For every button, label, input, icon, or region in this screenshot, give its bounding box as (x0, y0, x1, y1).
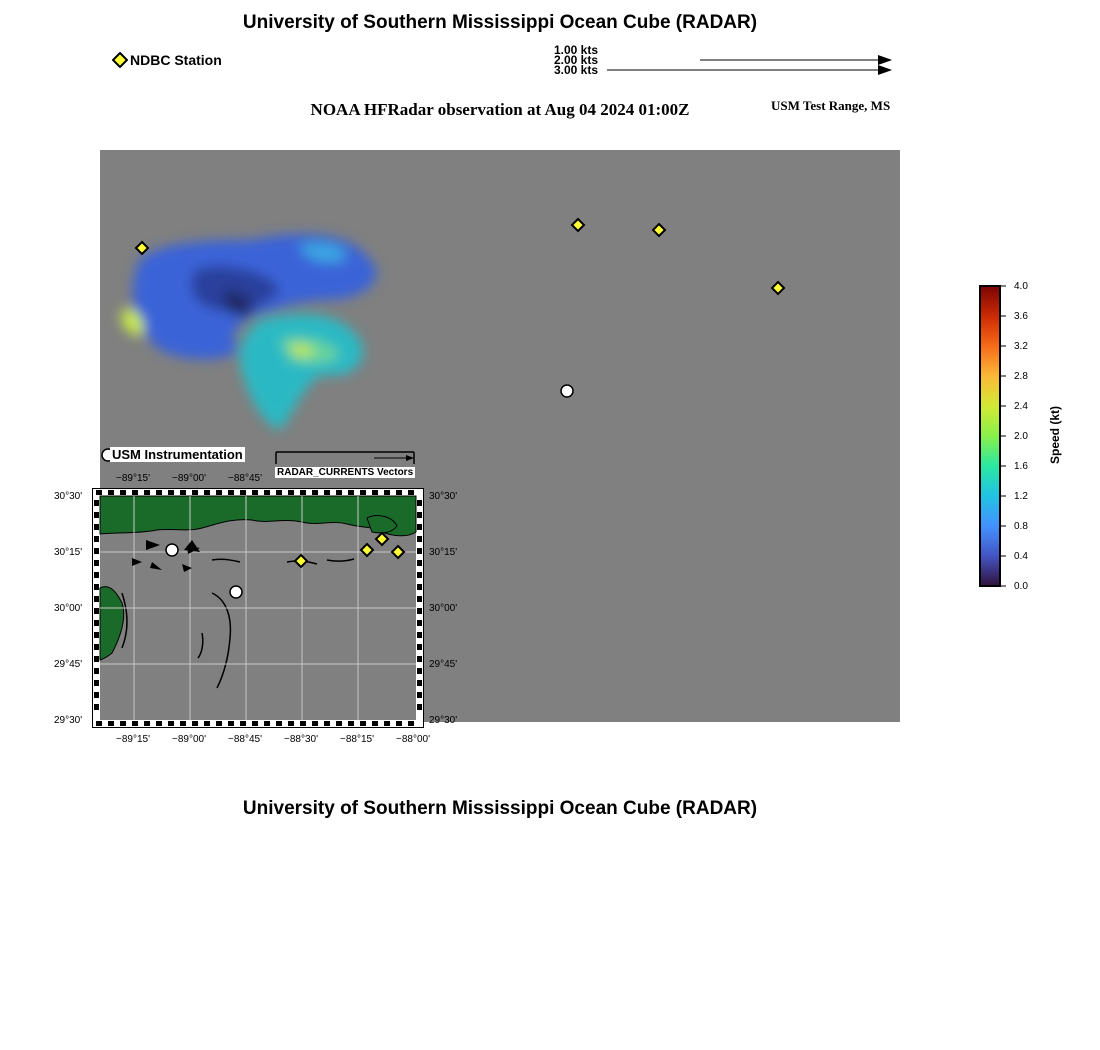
colorbar-tick: 1.6 (1014, 461, 1028, 472)
colorbar-tick: 4.0 (1014, 281, 1028, 292)
colorbar-tick: 2.8 (1014, 371, 1028, 382)
ndbc-legend-label: NDBC Station (130, 52, 222, 68)
ndbc-diamond-icon (112, 52, 128, 68)
colorbar-tick: 0.8 (1014, 521, 1028, 532)
instrument-marker (561, 385, 573, 397)
inset-lat-tick-right: 30°15' (429, 547, 458, 558)
inset-map[interactable] (92, 488, 424, 728)
speed-colorbar (970, 280, 1040, 595)
inset-lat-tick-left: 29°45' (54, 659, 83, 670)
inset-lat-tick-left: 30°15' (54, 547, 83, 558)
inset-lon-tick: −89°15' (116, 473, 150, 484)
inset-lat-tick-right: 29°30' (429, 715, 458, 726)
inset-instrument-marker (230, 586, 242, 598)
inset-lon-tick: −88°45' (228, 473, 262, 484)
page-title: University of Southern Mississippi Ocean Cube (RADAR) (242, 12, 758, 33)
footer-title: University of Southern Mississippi Ocean Cube (RADAR) (242, 798, 758, 819)
colorbar-tick: 0.0 (1014, 581, 1028, 592)
colorbar-tick: 2.4 (1014, 401, 1028, 412)
inset-lon-tick: −88°45' (228, 734, 262, 745)
colorbar-tick: 3.6 (1014, 311, 1028, 322)
vectors-label: RADAR_CURRENTS Vectors (277, 467, 414, 478)
colorbar-title: Speed (kt) (1048, 406, 1062, 465)
inset-lat-tick-right: 30°30' (429, 491, 458, 502)
inset-lat-tick-left: 30°00' (54, 603, 83, 614)
inset-lon-tick: −88°15' (340, 734, 374, 745)
inset-lat-tick-right: 29°45' (429, 659, 458, 670)
inset-lon-tick: −88°00' (396, 734, 430, 745)
colorbar-tick: 1.2 (1014, 491, 1028, 502)
observation-subtitle: NOAA HFRadar observation at Aug 04 2024 01:00Z (310, 100, 690, 119)
inset-lat-tick-left: 30°30' (54, 491, 83, 502)
colorbar-tick: 0.4 (1014, 551, 1028, 562)
inset-lon-tick: −89°00' (172, 473, 206, 484)
inset-lat-tick-right: 30°00' (429, 603, 458, 614)
inset-lon-tick: −88°30' (284, 734, 318, 745)
inset-instrument-marker (166, 544, 178, 556)
instrumentation-label: USM Instrumentation (112, 447, 243, 462)
inset-lon-tick: −89°15' (116, 734, 150, 745)
speed-scale-2: 2.00 kts (553, 53, 598, 67)
inset-lat-tick-left: 29°30' (54, 715, 83, 726)
colorbar-tick: 2.0 (1014, 431, 1028, 442)
inset-lon-tick: −89°00' (172, 734, 206, 745)
speed-scale-1: 1.00 kts (553, 43, 598, 57)
colorbar-tick: 3.2 (1014, 341, 1028, 352)
speed-scale-3: 3.00 kts (553, 63, 598, 77)
speed-scale-arrows (600, 50, 900, 80)
range-label: USM Test Range, MS (771, 98, 891, 113)
